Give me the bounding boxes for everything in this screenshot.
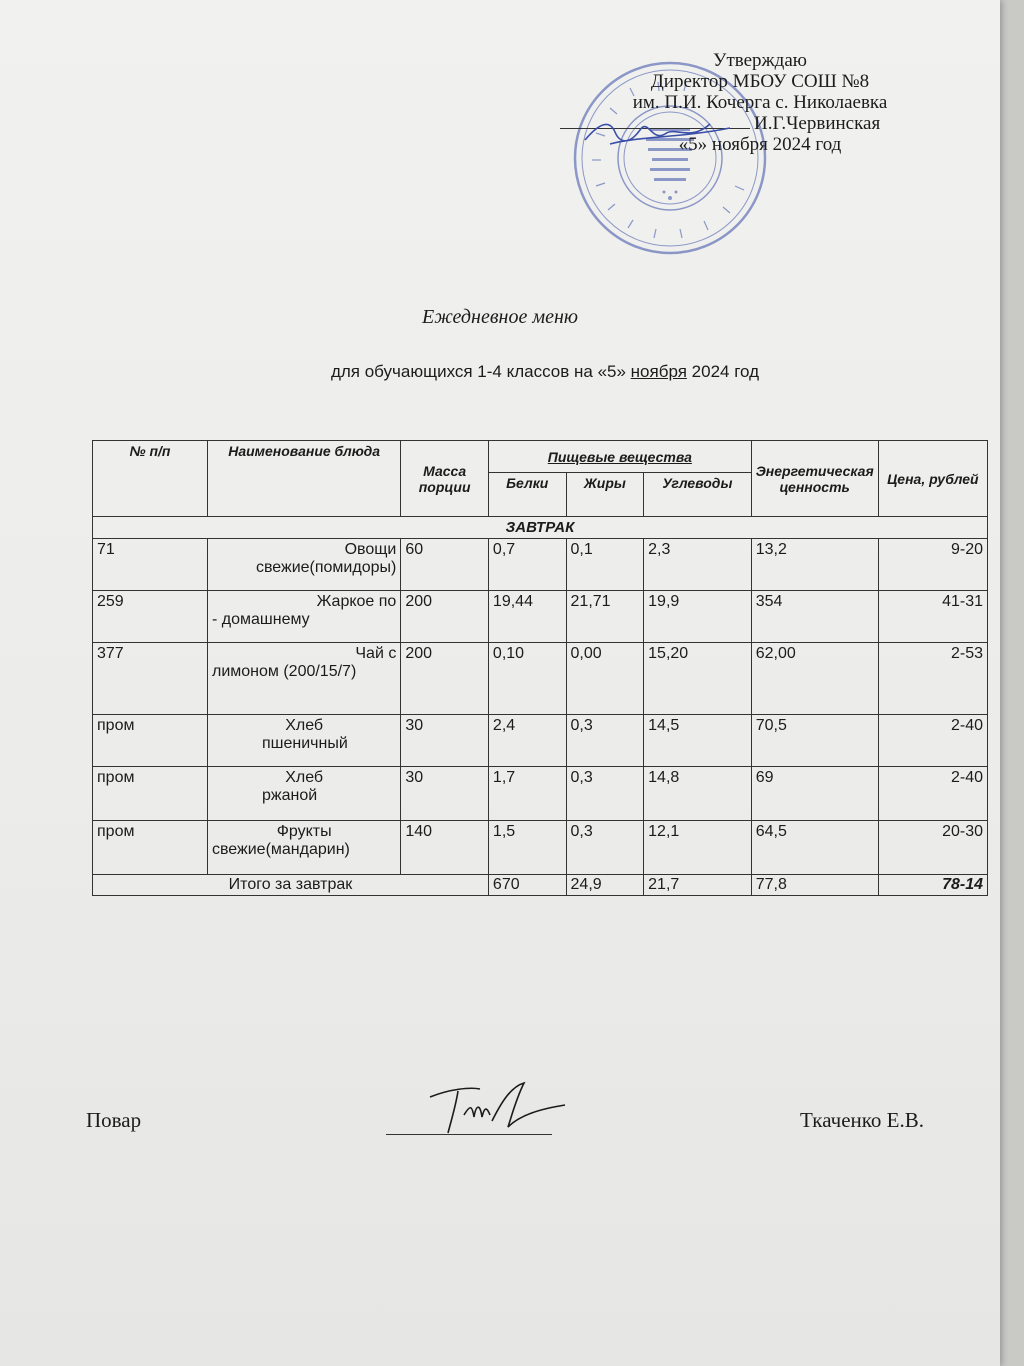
header-energy: Энергетическая ценность bbox=[751, 441, 878, 517]
cell-name: Овощи свежие(помидоры) bbox=[207, 539, 400, 591]
cell-protein: 2,4 bbox=[488, 715, 566, 767]
approval-heading: Утверждаю bbox=[713, 50, 807, 71]
cell-price: 9-20 bbox=[878, 539, 987, 591]
cook-label: Повар bbox=[86, 1108, 142, 1132]
cell-mass: 60 bbox=[401, 539, 489, 591]
cell-energy: 354 bbox=[751, 591, 878, 643]
table-row bbox=[93, 643, 988, 715]
cell-fat: 0,1 bbox=[566, 539, 644, 591]
header-protein: Белки bbox=[488, 473, 566, 517]
approval-director-name: И.Г.Червинская bbox=[754, 113, 881, 134]
cell-carbs: 19,9 bbox=[644, 591, 752, 643]
cell-num: 71 bbox=[93, 539, 208, 591]
approval-school: им. П.И. Кочерга с. Николаевка bbox=[632, 92, 888, 113]
cook-name: Ткаченко Е.В. bbox=[800, 1108, 925, 1132]
cell-energy: 69 bbox=[751, 767, 878, 821]
total-row bbox=[93, 875, 988, 896]
cell-name: Хлеб ржаной bbox=[207, 767, 400, 821]
cell-mass: 30 bbox=[401, 715, 489, 767]
cell-mass: 30 bbox=[401, 767, 489, 821]
cell-name: Хлеб пшеничный bbox=[207, 715, 400, 767]
cell-protein: 0,7 bbox=[488, 539, 566, 591]
cell-fat: 0,3 bbox=[566, 821, 644, 875]
cell-num: 259 bbox=[93, 591, 208, 643]
cell-price: 2-40 bbox=[878, 767, 987, 821]
cell-protein: 0,10 bbox=[488, 643, 566, 715]
section-breakfast: ЗАВТРАК bbox=[93, 517, 988, 539]
cell-fat: 0,00 bbox=[566, 643, 644, 715]
cell-fat: 21,71 bbox=[566, 591, 644, 643]
cell-price: 2-40 bbox=[878, 715, 987, 767]
subtitle-part1: для обучающихся 1-4 классов на «5» bbox=[330, 362, 626, 381]
cell-energy: 13,2 bbox=[751, 539, 878, 591]
cell-name: Фрукты свежие(мандарин) bbox=[207, 821, 400, 875]
cell-num: пром bbox=[93, 715, 208, 767]
cell-carbs: 14,8 bbox=[644, 767, 752, 821]
cell-carbs: 15,20 bbox=[644, 643, 752, 715]
header-carbs: Углеводы bbox=[644, 473, 752, 517]
cell-energy: 64,5 bbox=[751, 821, 878, 875]
cell-carbs: 14,5 bbox=[644, 715, 752, 767]
total-fat: 21,7 bbox=[644, 875, 752, 896]
total-price: 78-14 bbox=[878, 875, 987, 896]
cell-carbs: 2,3 bbox=[644, 539, 752, 591]
subtitle-month: ноября bbox=[630, 362, 687, 381]
cell-name: Жаркое по - домашнему bbox=[207, 591, 400, 643]
total-protein: 24,9 bbox=[566, 875, 644, 896]
table-row bbox=[93, 715, 988, 767]
total-mass: 670 bbox=[488, 875, 566, 896]
header-fat: Жиры bbox=[566, 473, 644, 517]
header-name: Наименование блюда bbox=[207, 441, 400, 517]
cell-mass: 200 bbox=[401, 643, 489, 715]
page-title: Ежедневное меню bbox=[422, 306, 578, 328]
header-num: № п/п bbox=[93, 441, 208, 517]
table-row bbox=[93, 539, 988, 591]
approval-position: Директор МБОУ СОШ №8 bbox=[650, 71, 870, 92]
table-row bbox=[93, 821, 988, 875]
director-signature-icon bbox=[580, 112, 740, 152]
cell-carbs: 12,1 bbox=[644, 821, 752, 875]
cook-signature-icon bbox=[420, 1075, 570, 1140]
cell-mass: 140 bbox=[401, 821, 489, 875]
cell-mass: 200 bbox=[401, 591, 489, 643]
header-nutrients: Пищевые вещества bbox=[488, 441, 751, 473]
cell-protein: 1,5 bbox=[488, 821, 566, 875]
table-row bbox=[93, 591, 988, 643]
subtitle-year: 2024 год bbox=[691, 362, 760, 381]
cell-num: 377 bbox=[93, 643, 208, 715]
cell-protein: 1,7 bbox=[488, 767, 566, 821]
page-subtitle bbox=[0, 362, 1024, 382]
cell-fat: 0,3 bbox=[566, 767, 644, 821]
cell-price: 2-53 bbox=[878, 643, 987, 715]
cell-price: 20-30 bbox=[878, 821, 987, 875]
cell-price: 41-31 bbox=[878, 591, 987, 643]
total-label: Итого за завтрак bbox=[93, 875, 489, 896]
cell-num: пром bbox=[93, 767, 208, 821]
cell-energy: 70,5 bbox=[751, 715, 878, 767]
cell-protein: 19,44 bbox=[488, 591, 566, 643]
cell-fat: 0,3 bbox=[566, 715, 644, 767]
menu-table bbox=[92, 440, 988, 896]
header-mass: Масса порции bbox=[401, 441, 489, 517]
table-row bbox=[93, 767, 988, 821]
cell-energy: 62,00 bbox=[751, 643, 878, 715]
cell-num: пром bbox=[93, 821, 208, 875]
approval-date: «5» ноября 2024 год bbox=[678, 134, 842, 155]
cell-name: Чай с лимоном (200/15/7) bbox=[207, 643, 400, 715]
total-carbs: 77,8 bbox=[751, 875, 878, 896]
header-price: Цена, рублей bbox=[878, 441, 987, 517]
